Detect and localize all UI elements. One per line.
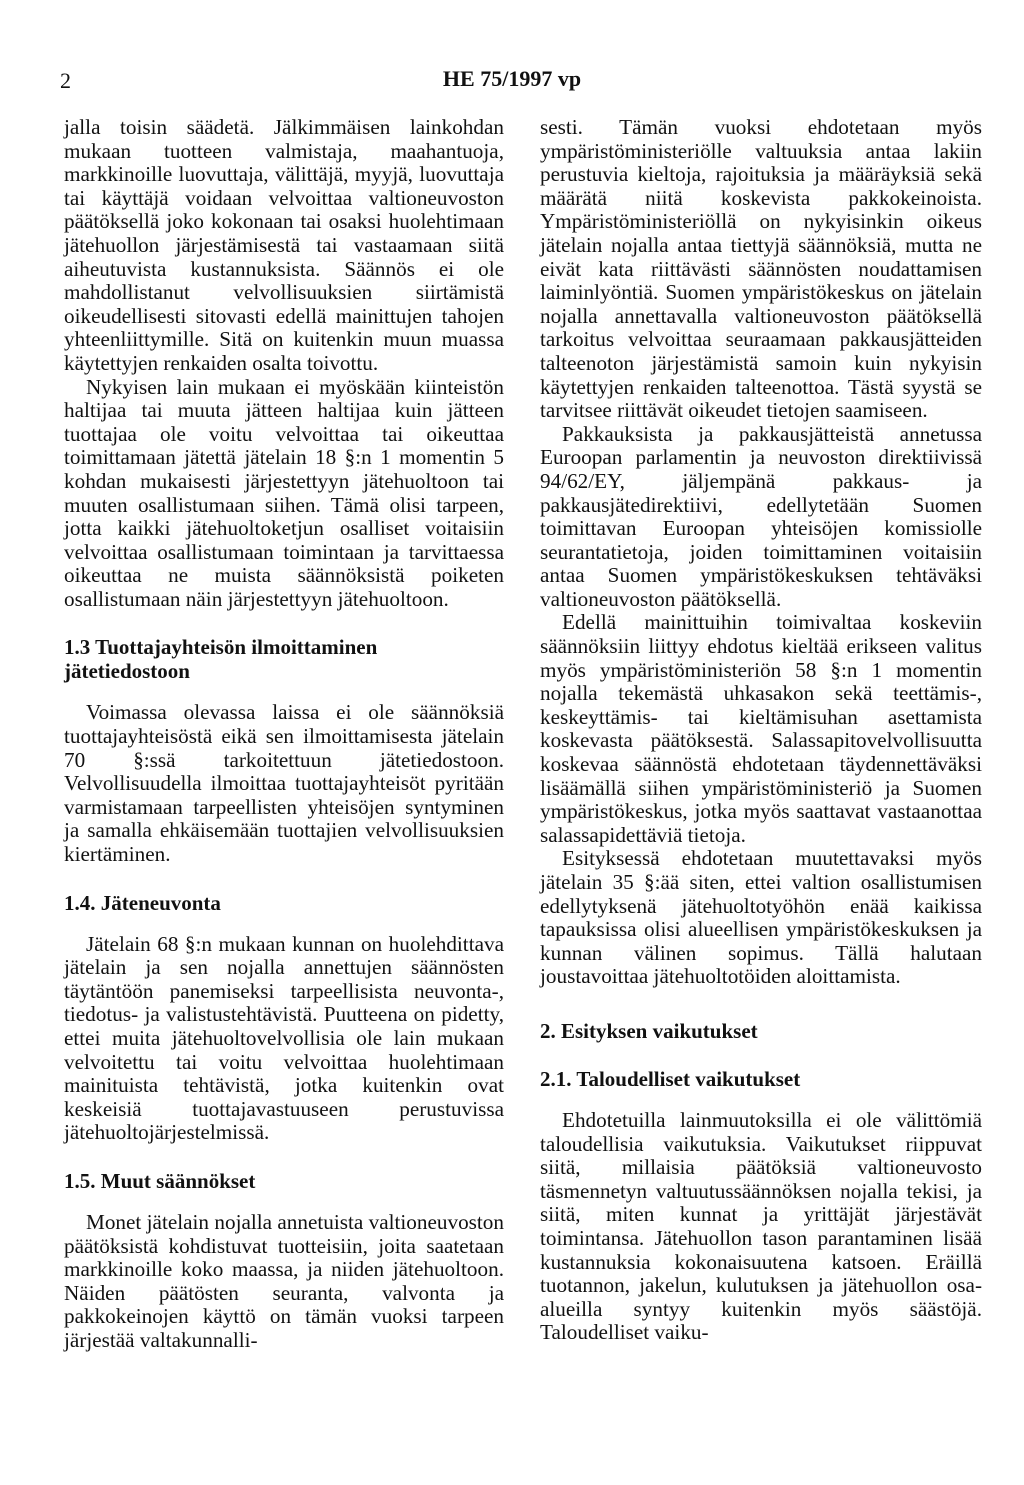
paragraph: Esityksessä ehdotetaan muutettavaksi myös jätelain 35 §:ää siten, ettei valtion osallistumisen edellytyksenä jätehuoltotyöhön enää kaikissa tapauksissa olisi alueellisen ympäristökeskuksen ja kunnan välinen sopimus. Tällä halutaan joustavoittaa jätehuoltotöiden aloittamista.	[540, 846, 982, 989]
paragraph: Jätelain 68 §:n mukaan kunnan on huolehdittava jätelain ja sen nojalla annettujen säännösten täytäntöön panemiseksi tarpeellisista neuvonta-, tiedotus- ja valistustehtävistä. Puutteena on pidetty, ettei muita jätehuoltovelvollisia ole lain mukaan velvoitettu tai voitu velvoittaa huolehtimaan mainituista tehtävistä, jotka kuitenkin ovat keskeisiä tuottajavastuuseen perustuvissa jätehuoltojärjestelmissä.	[64, 931, 504, 1145]
section-heading-1-3: 1.3 Tuottajayhteisön ilmoittaminen jätetiedostoon	[64, 635, 378, 684]
right-column	[540, 116, 982, 1345]
paragraph: Nykyisen lain mukaan ei myöskään kiinteistön haltijaa tai muuta jätteen haltijaa kuin jätteen tuottajaa ole voitu velvoittaa tai oikeuttaa toimittamaan jätettä jätelain 18 §:n 1 momentin 5 kohdan mukaisesti järjestettyyn jätehuoltoon tai muuten osallistumaan siihen. Tämä olisi tarpeen, jotta kaikki jätehuoltoketjun osalliset voitaisiin velvoittaa osallistumaan toimintaan ja tarvittaessa oikeuttaa ne muista säännöksistä poiketen osallistumaan näin järjestettyyn jätehuoltoon.	[64, 374, 504, 611]
paragraph: Pakkauksista ja pakkausjätteistä annetussa Euroopan parlamentin ja neuvoston direktiivissä 94/62/EY, jäljempänä pakkaus- ja pakkausjätedirektiivi, edellytetään Suomen toimittavan Euroopan yhteisöjen komissiolle seurantatietoja, joiden toimittaminen voitaisiin antaa Suomen ympäristökeskuksen tehtäväksi valtioneuvoston päätöksellä.	[540, 421, 982, 611]
section-heading-2-1: 2.1. Taloudelliset vaikutukset	[540, 1066, 801, 1091]
paragraph: sesti. Tämän vuoksi ehdotetaan myös ympäristöministeriölle valtuuksia antaa lakiin perustuvia kieltoja, rajoituksia ja määräyksiä sekä määrätä niitä koskevista pakkokeinoista. Ympäristöministeriöllä on nykyisinkin oikeus jätelain nojalla antaa tiettyjä säännöksiä, mutta ne eivät kata riittävästi säännösten noudattamisen laiminlyöntiä. Suomen ympäristökeskus on jätelain nojalla annettavalla valtioneuvoston päätöksellä tarkoitus velvoittaa seuraamaan pakkausjätteiden talteenoton järjestämistä samoin kuin nykyisin käytettyjen renkaiden talteenottoa. Tästä syystä se tarvitsee riittävät oikeudet tietojen saamiseen.	[540, 115, 982, 423]
paragraph: jalla toisin säädetä. Jälkimmäisen lainkohdan mukaan tuotteen valmistaja, maahantuoja, markkinoille luovuttaja, välittäjä, myyjä, luovuttaja tai käyttäjä voidaan velvoittaa valtioneuvoston päätöksellä joko kokonaan tai osaksi huolehtimaan jätehuollon järjestämisestä tai vastaamaan siitä aiheutuvista kustannuksista. Säännös ei ole mahdollistanut velvollisuuksien siirtämistä oikeudellisesti sitovasti edellä mainittujen tahojen yhteenliittymille. Sitä on kuitenkin muun muassa käytettyjen renkaiden osalta toivottu.	[64, 115, 504, 375]
paragraph: Ehdotetuilla lainmuutoksilla ei ole välittömiä taloudellisia vaikutuksia. Vaikutukset riippuvat siitä, millaisia päätöksiä valtioneuvosto täsmennetyn valtuutussäännöksen nojalla tekisi, ja siitä, miten kunnat ja yrittäjät järjestävät toimintansa. Jätehuollon tason parantaminen lisää kustannuksia kokonaisuutena katsoen. Eräillä tuotannon, jakelun, kulutuksen ja jätehuollon osa-alueilla syntyy kuitenkin myös säästöjä. Taloudelliset vaiku-	[540, 1107, 982, 1345]
page-number: 2	[60, 68, 71, 93]
paragraph: Voimassa olevassa laissa ei ole säännöksiä tuottajayhteisöstä eikä sen ilmoittamisesta jätelain 70 §:ssä tarkoitettuun jätetiedostoon. Velvollisuudella ilmoittaa tuottajayhteisöt pyritään varmistamaan tarpeellisten yhteisöjen syntyminen ja samalla ehkäisemään tuottajien velvollisuuksien kiertäminen.	[64, 700, 504, 867]
running-head: HE 75/1997 vp	[442, 66, 582, 91]
section-heading-1-4: 1.4. Jäteneuvonta	[64, 890, 221, 915]
section-heading-1-5: 1.5. Muut säännökset	[64, 1168, 256, 1193]
paragraph: Edellä mainittuihin toimivaltaa koskeviin säännöksiin liittyy ehdotus kieltää erikseen valitus myös ympäristöministeriön 58 §:n 1 momentin nojalla tekemästä uhkasakon sekä teettämis-, keskeyttämis- tai kieltämisuhan asettamista koskevasta päätöksestä. Salassapitovelvollisuutta koskevaa säännöstä ehdotetaan täydennettäväksi lisäämällä siihen ympäristöministeriö ja Suomen ympäristökeskus, jotka myös saattavat vastaanottaa salassapidettäviä tietoja.	[540, 610, 982, 847]
section-heading-2: 2. Esityksen vaikutukset	[540, 1018, 758, 1043]
paragraph: Monet jätelain nojalla annetuista valtioneuvoston päätöksistä kohdistuvat tuotteisiin, joita saatetaan markkinoille koko maassa, ja niiden jätehuoltoon. Näiden päätösten seuranta, valvonta ja pakkokeinojen käyttö on tämän vuoksi tarpeen järjestää valtakunnalli-	[64, 1209, 504, 1352]
left-column	[64, 116, 504, 1353]
